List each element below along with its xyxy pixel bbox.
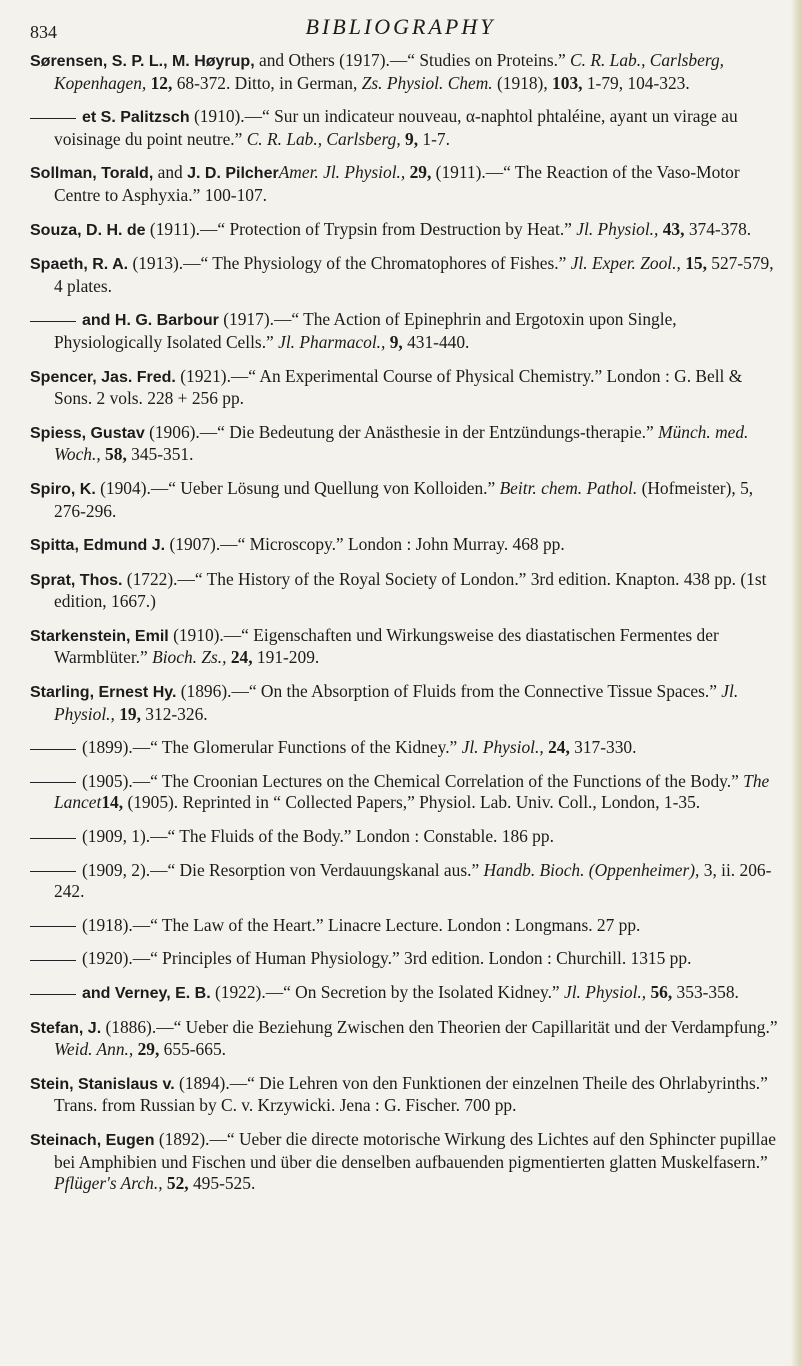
bibliography-entry bbox=[30, 948, 782, 970]
entry-text: (1906).—“ Die Bedeutung der Anästhesie in der Entzündungs-therapie.” bbox=[144, 421, 659, 442]
entry-text: 353-358. bbox=[672, 982, 739, 1002]
bibliography-entry bbox=[30, 309, 782, 353]
entry-journal: Münch. med. Woch., bbox=[54, 421, 749, 465]
entry-author: Spitta, Edmund J. bbox=[30, 537, 166, 555]
bibliography-entry bbox=[30, 860, 782, 903]
entry-volume: 14, bbox=[101, 792, 124, 813]
entry-volume: 24, bbox=[226, 647, 253, 668]
entry-author: Starkenstein, Emil bbox=[30, 627, 169, 645]
bibliography-entry bbox=[30, 569, 782, 613]
entry-volume: 29, bbox=[133, 1039, 160, 1060]
entry-text: (1905).—“ The Croonian Lectures on the Chemical Correlation of the Functions of the Body.” bbox=[82, 770, 744, 791]
entry-text: (1918).—“ The Law of the Heart.” Linacre Lecture. London : Longmans. 27 pp. bbox=[82, 914, 641, 935]
entry-text: (1907).—“ Microscopy.” London : John Murray. 468 pp. bbox=[165, 534, 565, 555]
entry-author: and H. G. Barbour bbox=[82, 312, 219, 330]
entry-text: (1913).—“ The Physiology of the Chromatophores of Fishes.” bbox=[128, 253, 571, 274]
entry-text: (1722).—“ The History of the Royal Society of London.” 3rd edition. Knapton. 438 pp. (1st edition, 1667.) bbox=[54, 568, 767, 612]
bibliography-entry bbox=[30, 366, 782, 410]
bibliography-entry bbox=[30, 681, 782, 725]
bibliography-entry bbox=[30, 915, 782, 937]
entry-text: 527-579, 4 plates. bbox=[54, 253, 774, 296]
entry-journal: Jl. Physiol., bbox=[576, 218, 659, 239]
entry-text: (1917).—“ The Action of Epinephrin and Ergotoxin upon Single, Physiologically Isolated Cells.” bbox=[54, 309, 677, 352]
entry-text: (1899).—“ The Glomerular Functions of the Kidney.” bbox=[82, 737, 462, 758]
ditto-dash bbox=[30, 926, 76, 927]
entry-journal: Beitr. chem. Pathol. bbox=[499, 477, 638, 498]
entry-text: (1886).—“ Ueber die Beziehung Zwischen den Theorien der Capillarität und der Verdampfung.” bbox=[101, 1016, 778, 1037]
entry-journal: Jl. Physiol., bbox=[564, 982, 647, 1002]
bibliography-entry bbox=[30, 625, 782, 669]
entry-author: Spiess, Gustav bbox=[30, 424, 145, 442]
entry-text: 345-351. bbox=[126, 444, 194, 465]
bibliography-entry bbox=[30, 771, 782, 814]
entry-volume: 52, bbox=[162, 1173, 189, 1194]
entry-author: and Verney, E. B. bbox=[82, 985, 211, 1002]
entry-author: Starling, Ernest Hy. bbox=[30, 684, 177, 702]
entry-text: (1911).—“ Protection of Trypsin from Destruction by Heat.” bbox=[145, 218, 577, 239]
entry-text: (1909, 2).—“ Die Resorption von Verdauungskanal aus.” bbox=[82, 859, 484, 880]
entry-author: Spaeth, R. A. bbox=[30, 256, 129, 274]
entry-volume: 15, bbox=[680, 253, 707, 274]
entry-text: (1920).—“ Principles of Human Physiology.” 3rd edition. London : Churchill. 1315 pp. bbox=[82, 948, 692, 969]
entry-text: 317-330. bbox=[569, 737, 637, 758]
bibliography-entry bbox=[30, 1017, 782, 1061]
ditto-dash bbox=[30, 749, 76, 750]
entry-text: (1910).—“ Sur un indicateur nouveau, α-naphtol phtaléine, ayant un virage au voisinage du point neutre.” bbox=[54, 106, 738, 149]
entry-text: 100-107. bbox=[204, 184, 268, 205]
entry-journal: Pflüger's Arch., bbox=[54, 1173, 163, 1194]
entry-volume: 24, bbox=[543, 737, 570, 758]
entry-text: and bbox=[153, 162, 188, 183]
bibliography-entry bbox=[30, 253, 782, 297]
bibliography-entry bbox=[30, 982, 782, 1005]
entry-text: (1921).—“ An Experimental Course of Physical Chemistry.” London : G. Bell & Sons. 2 vols. 228 + 256 pp. bbox=[54, 365, 743, 409]
entry-volume: 19, bbox=[114, 703, 141, 724]
entry-volume: 103, bbox=[552, 72, 583, 93]
entry-text: 374-378. bbox=[684, 218, 752, 239]
bibliography-entry bbox=[30, 1129, 782, 1195]
ditto-dash bbox=[30, 871, 76, 872]
entry-text: (1892).—“ Ueber die directe motorische Wirkung des Lichtes auf den Sphincter pupillae bei Amphibien und Fischen und über die denselben aufbauenden pigmentierten glatten Muskelfasern.” bbox=[54, 1128, 776, 1172]
bibliography-entry bbox=[30, 478, 782, 522]
entry-text: 68-372. Ditto, in German, bbox=[172, 72, 362, 93]
entry-text: 431-440. bbox=[402, 331, 470, 352]
entry-text: and Others (1917).—“ Studies on Proteins.” bbox=[254, 50, 571, 70]
entry-volume: 9, bbox=[400, 128, 419, 149]
entry-author: et S. Palitzsch bbox=[82, 109, 190, 127]
bibliography-entry bbox=[30, 162, 782, 206]
entry-volume: 29, bbox=[405, 162, 432, 183]
entry-journal: Bioch. Zs., bbox=[152, 647, 227, 668]
entry-text: (1904).—“ Ueber Lösung und Quellung von Kolloiden.” bbox=[95, 477, 500, 498]
ditto-dash bbox=[30, 118, 76, 119]
entry-text: (1918), bbox=[492, 72, 553, 93]
entry-volume: 58, bbox=[100, 444, 127, 465]
entry-text: 3, ii. 206-242. bbox=[54, 859, 772, 902]
entry-author: Sollman, Torald, bbox=[30, 165, 154, 183]
entry-text: (1894).—“ Die Lehren von den Funktionen der einzelnen Theile des Ohrlabyrinths.” Trans. from Russian by C. v. Krzywicki. Jena : G. Fischer. 700 pp. bbox=[54, 1072, 768, 1116]
page-number: 834 bbox=[30, 22, 57, 42]
entry-author: Steinach, Eugen bbox=[30, 1131, 155, 1149]
bibliography-entry bbox=[30, 1073, 782, 1117]
entry-volume: 9, bbox=[385, 331, 403, 352]
entry-author: J. D. Pilcher bbox=[187, 165, 279, 183]
entry-journal: Jl. Exper. Zool., bbox=[570, 253, 681, 274]
bibliography-entry bbox=[30, 50, 782, 94]
page-edge-shadow bbox=[791, 0, 801, 1366]
entry-journal: Weid. Ann., bbox=[54, 1039, 134, 1060]
entry-journal: Jl. Physiol., bbox=[54, 681, 739, 724]
entry-text: 1-7. bbox=[418, 128, 450, 149]
bibliography-entry bbox=[30, 219, 782, 242]
page-header bbox=[0, 14, 801, 44]
entry-text: (1911).—“ The Reaction of the Vaso-Motor Centre to Asphyxia.” bbox=[54, 162, 740, 205]
entry-text: 1-35. bbox=[663, 792, 701, 813]
entry-author: Souza, D. H. de bbox=[30, 221, 146, 239]
bibliography-entry bbox=[30, 826, 782, 848]
entry-author: Sørensen, S. P. L., M. Høyrup, bbox=[30, 53, 255, 70]
entry-volume: 56, bbox=[646, 982, 673, 1002]
entry-journal: Jl. Physiol., bbox=[461, 737, 544, 758]
entry-text: (1905). Reprinted in “ Collected Papers,” Physiol. Lab. Univ. Coll., London, bbox=[123, 792, 664, 813]
entry-text: (Hofmeister), 5, 276-296. bbox=[54, 477, 754, 521]
bibliography-entry bbox=[30, 534, 782, 557]
running-title: BIBLIOGRAPHY bbox=[305, 14, 496, 39]
entry-author: Sprat, Thos. bbox=[30, 571, 123, 589]
bibliography-entry bbox=[30, 737, 782, 759]
bibliography-list bbox=[30, 50, 782, 1207]
entry-author: Spiro, K. bbox=[30, 480, 96, 498]
ditto-dash bbox=[30, 782, 76, 783]
entry-volume: 12, bbox=[146, 72, 173, 93]
entry-journal: Handb. Bioch. (Oppenheimer), bbox=[483, 859, 700, 880]
entry-journal: The Lancet bbox=[54, 770, 770, 813]
ditto-dash bbox=[30, 321, 76, 322]
ditto-dash bbox=[30, 960, 76, 961]
entry-journal: C. R. Lab., Carlsberg, bbox=[246, 128, 401, 149]
entry-text: 191-209. bbox=[252, 647, 320, 668]
entry-journal: C. R. Lab., Carlsberg, Kopenhagen, bbox=[54, 50, 725, 93]
entry-journal: Amer. Jl. Physiol., bbox=[278, 162, 406, 183]
bibliography-entry bbox=[30, 106, 782, 150]
entry-text: (1910).—“ Eigenschaften und Wirkungsweise des diastatischen Fermentes der Warmblüter.” bbox=[54, 624, 719, 668]
entry-text: (1922).—“ On Secretion by the Isolated Kidney.” bbox=[210, 982, 564, 1002]
entry-text: 312-326. bbox=[140, 703, 208, 724]
entry-text: (1909, 1).—“ The Fluids of the Body.” London : Constable. 186 pp. bbox=[82, 826, 554, 847]
entry-text: 1-79, 104-323. bbox=[582, 72, 690, 93]
entry-text: 495-525. bbox=[188, 1173, 256, 1194]
entry-author: Spencer, Jas. Fred. bbox=[30, 368, 176, 386]
ditto-dash bbox=[30, 838, 76, 839]
entry-text: (1896).—“ On the Absorption of Fluids from the Connective Tissue Spaces.” bbox=[176, 681, 722, 702]
ditto-dash bbox=[30, 994, 76, 995]
entry-journal: Jl. Pharmacol., bbox=[278, 331, 386, 352]
entry-volume: 43, bbox=[658, 218, 685, 239]
entry-author: Stefan, J. bbox=[30, 1019, 102, 1037]
entry-author: Stein, Stanislaus v. bbox=[30, 1075, 175, 1093]
entry-text: 655-665. bbox=[159, 1039, 226, 1060]
bibliography-entry bbox=[30, 422, 782, 466]
entry-journal: Zs. Physiol. Chem. bbox=[361, 72, 493, 93]
